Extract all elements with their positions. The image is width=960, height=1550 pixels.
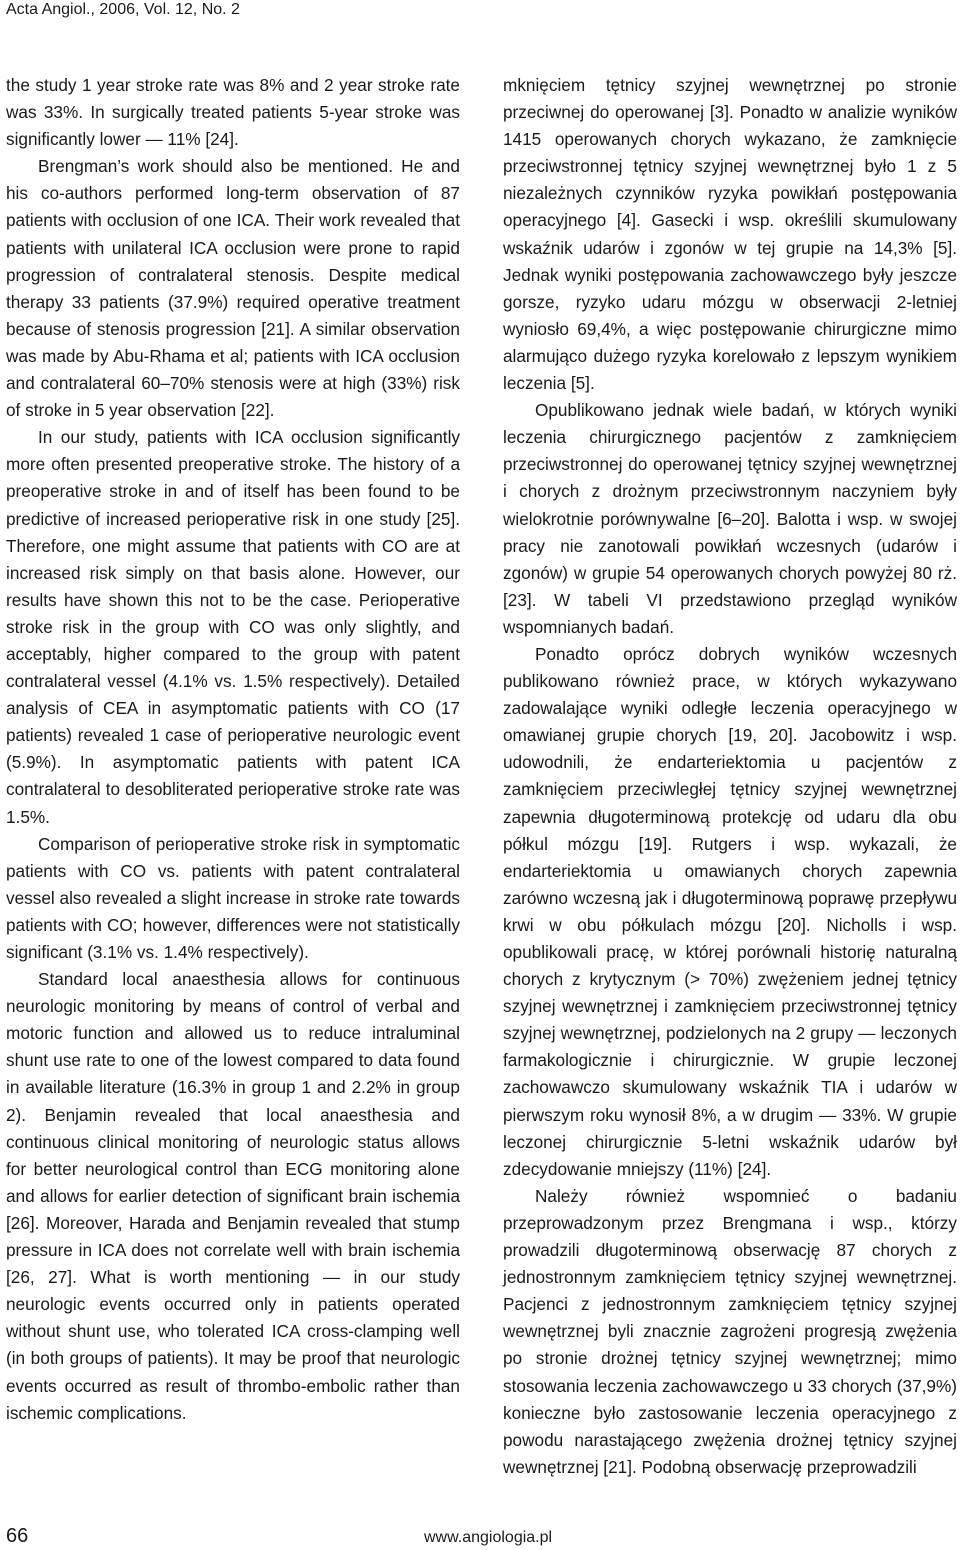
paragraph: In our study, patients with ICA occlusion significantly more often presented preoperative stroke. The history of a preoperative stroke in and of itself has been found to be predictive of increased perioperative risk in one study [25]. Therefore, one might assume that patients with CO are at increased risk simply on that basis alone. However, our results have shown this not to be the case. Perioperative stroke risk in the group with CO was only slightly, and acceptably, higher compared to the group with patent contralateral vessel (4.1% vs. 1.5% respectively). Detailed analysis of CEA in asymptomatic patients with CO (17 patients) revealed 1 case of perioperative neurologic event (5.9%). In asymptomatic patients with patent ICA contralateral to desobliterated perioperative stroke rate was 1.5%.	[6, 427, 460, 827]
right-column	[503, 72, 957, 1481]
paragraph: mknięciem tętnicy szyjnej wewnętrznej po stronie przeciwnej do operowanej [3]. Ponadto w analizie wyników 1415 operowanych chorych wykazano, że zamknięcie przeciwstronnej tętnicy szyjnej wewnętrznej było 1 z 5 niezależnych czynników ryzyka powikłań postępowania operacyjnego [4]. Gasecki i wsp. określili skumulowany wskaźnik udarów i zgonów w tej grupie na 14,3% [5]. Jednak wyniki postępowania zachowawczego były jeszcze gorsze, ryzyko udaru mózgu w obserwacji 2-letniej wyniosło 69,4%, a więc postępowanie chirurgiczne mimo alarmująco dużego ryzyka korelowało z lepszym wynikiem leczenia [5].	[503, 75, 957, 394]
paragraph: the study 1 year stroke rate was 8% and 2 year stroke rate was 33%. In surgically treated patients 5-year stroke was significantly lower — 11% [24].	[6, 75, 460, 150]
page-number: 66	[6, 1525, 29, 1547]
paragraph: Należy również wspomnieć o badaniu przeprowadzonym przez Brengmana i wsp., którzy prowadzili długoterminową obserwację 87 chorych z jednostronnym zamknięciem tętnicy szyjnej wewnętrznej. Pacjenci z jednostronnym zamknięciem tętnicy szyjnej wewnętrznej byli znacznie zagrożeni progresją zwężenia po stronie drożnej tętnicy szyjnej wewnętrznej; mimo stosowania leczenia zachowawczego u 33 chorych (37,9%) konieczne było zastosowanie leczenia operacyjnego z powodu narastającego zwężenia drożnej tętnicy szyjnej wewnętrznej [21]. Podobną obserwację przeprowadzili	[503, 1185, 957, 1477]
running-head: Acta Angiol., 2006, Vol. 12, No. 2	[6, 1, 240, 18]
paragraph: Standard local anaesthesia allows for continuous neurologic monitoring by means of control of verbal and motoric function and allowed us to reduce intraluminal shunt use rate to one of the lowest compared to data found in available literature (16.3% in group 1 and 2.2% in group 2). Benjamin revealed that local anaesthesia and continuous clinical monitoring of neurologic status allows for better neurological control than ECG monitoring alone and allows for earlier detection of significant brain ischemia [26]. Moreover, Harada and Benjamin revealed that stump pressure in ICA does not correlate well with brain ischemia [26, 27]. What is worth mentioning — in our study neurologic events occurred only in patients operated without shunt use, who tolerated ICA cross-clamping well (in both groups of patients). It may be proof that neurologic events occurred as result of thrombo-embolic rather than ischemic complications.	[6, 969, 460, 1423]
paragraph: Comparison of perioperative stroke risk in symptomatic patients with CO vs. patients with patent contralateral vessel also revealed a slight increase in stroke rate towards patients with CO; however, differences were not statistically significant (3.1% vs. 1.4% respectively).	[6, 833, 460, 962]
paragraph: Brengman’s work should also be mentioned. He and his co-authors performed long-term observation of 87 patients with occlusion of one ICA. Their work revealed that patients with unilateral ICA occlusion were prone to rapid progression of contralateral stenosis. Despite medical therapy 33 patients (37.9%) required operative treatment because of stenosis progression [21]. A similar observation was made by Abu-Rhama et al; patients with ICA occlusion and contralateral 60–70% stenosis were at high (33%) risk of stroke in 5 year observation [22].	[6, 156, 460, 421]
paragraph: Opublikowano jednak wiele badań, w których wyniki leczenia chirurgicznego pacjentów z zamknięciem przeciwstronnej do operowanej tętnicy szyjnej wewnętrznej i chorych z drożnym przeciwstronnym naczyniem były wielokrotnie porównywalne [6–20]. Balotta i wsp. w swojej pracy nie zanotowali powikłań wczesnych (udarów i zgonów) w grupie 54 operowanych chorych powyżej 80 rż. [23]. W tabeli VI przedstawiono przegląd wyników wspomnianych badań.	[503, 400, 957, 637]
paragraph: Ponadto oprócz dobrych wyników wczesnych publikowano również prace, w których wykazywano zadowalające wyniki odległe leczenia operacyjnego w omawianej grupie chorych [19, 20]. Jacobowitz i wsp. udowodnili, że endarteriektomia u pacjentów z zamknięciem przeciwległej tętnicy szyjnej wewnętrznej zapewnia długoterminową protekcję od udaru dla obu półkul mózgu [19]. Rutgers i wsp. wykazali, że endarteriektomia u omawianych chorych zapewnia zarówno wczesną jak i długoterminową poprawę przepływu krwi w obu półkulach mózgu [20]. Nicholls i wsp. opublikowali pracę, w której porównali historię naturalną chorych z krytycznym (> 70%) zwężeniem jednej tętnicy szyjnej wewnętrznej i zamknięciem przeciwstronnej tętnicy szyjnej wewnętrznej, podzielonych na 2 grupy — leczonych farmakologicznie i chirurgicznie. W grupie leczonej zachowawczo skumulowany wskaźnik TIA i udarów w pierwszym roku wynosił 8%, a w drugim — 33%. W grupie leczonej chirurgicznie 5-letni wskaźnik udarów był zdecydowanie mniejszy (11%) [24].	[503, 643, 957, 1179]
left-column	[6, 72, 460, 1427]
website-url[interactable]: www.angiologia.pl	[424, 1529, 553, 1546]
